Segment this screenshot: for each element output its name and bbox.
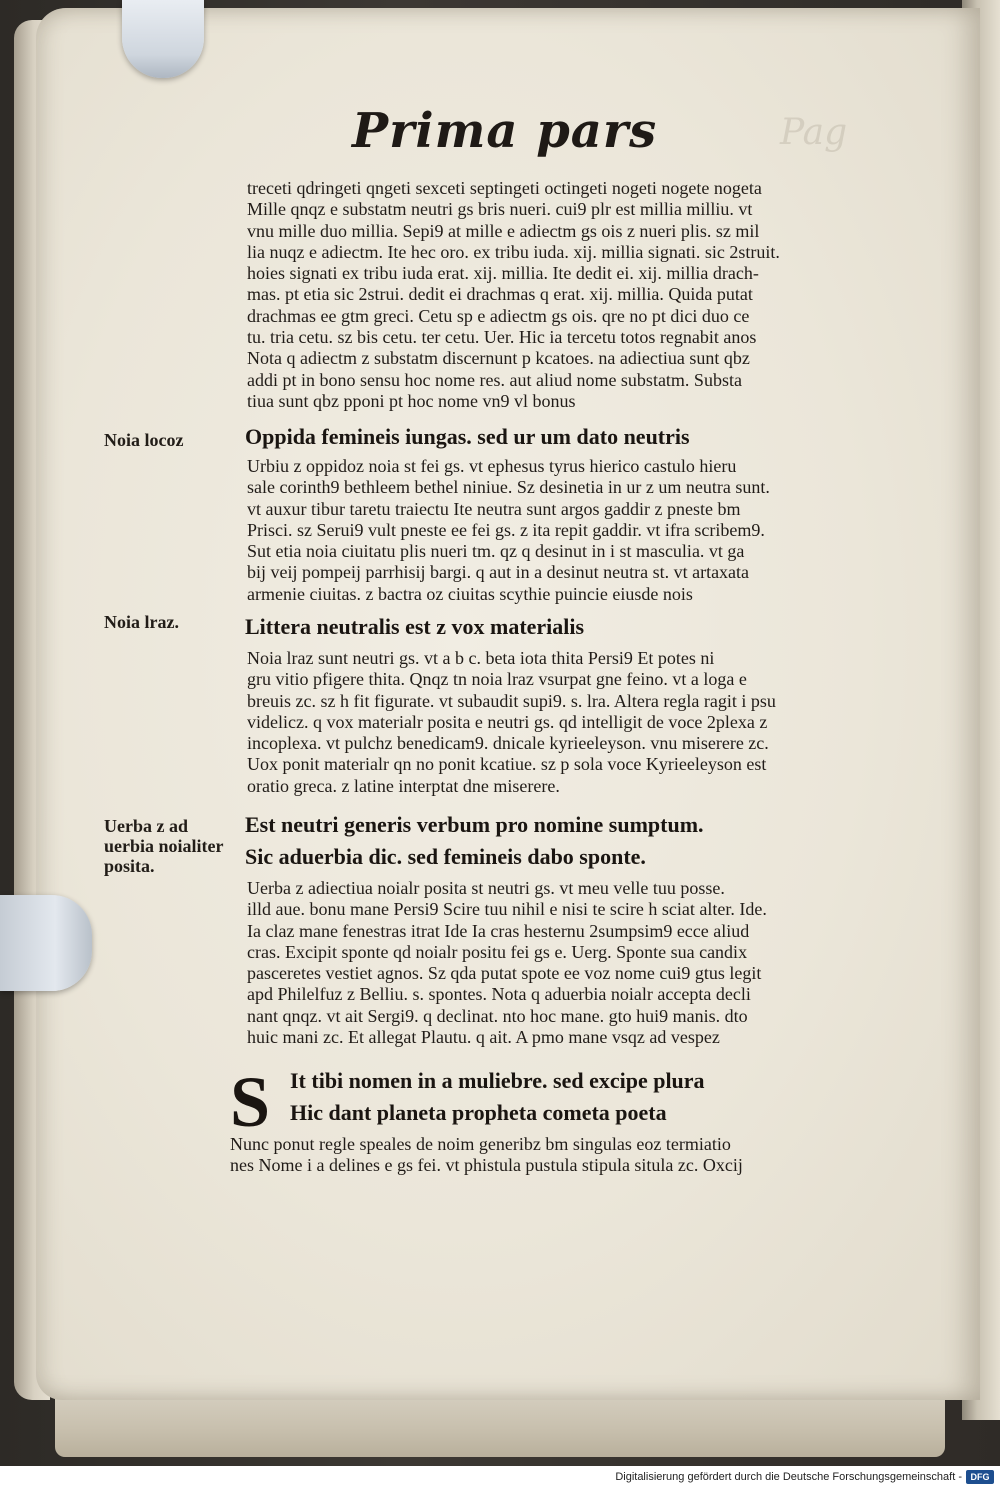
text-line: tiua sunt qbz pponi pt hoc nome vn9 vl bonus: [247, 390, 576, 411]
text-line: nant qnqz. vt ait Sergi9. q declinat. nto hoc mane. gto hui9 manis. dto: [247, 1005, 748, 1026]
margin-note-line: Noia lraz.: [104, 612, 179, 632]
text-line: vt auxur tibur taretu traiectu Ite neutra sunt argos gaddir z pneste bm: [247, 498, 741, 519]
text-block-verba: [247, 878, 847, 1048]
text-line: Urbiu z oppidoz noia st fei gs. vt ephesus tyrus hierico castulo hieru: [247, 456, 737, 476]
text-line: hoies signati ex tribu iuda erat. xij. millia. Ite dedit ei. xij. millia drach-: [247, 263, 759, 284]
verse-sic-aduerbia: Sic aduerbia dic. sed femineis dabo sponte.: [245, 844, 646, 869]
funding-credit: Digitalisierung gefördert durch die Deutsche Forschungsgemeinschaft -: [615, 1471, 962, 1483]
text-line: Noia lraz sunt neutri gs. vt a b c. beta iota thita Persi9 Et potes ni: [247, 648, 715, 668]
text-line: videlicz. q vox materialr posita e neutri gs. qd intelligit de voce 2plexa z: [247, 711, 768, 732]
page-heading: Prima pars: [352, 103, 658, 159]
verse-oppida: Oppida femineis iungas. sed ur um dato neutris: [245, 424, 690, 449]
verse-si-tibi: It tibi nomen in a muliebre. sed excipe plura: [290, 1068, 705, 1093]
text-line: armenie ciuitas. z bactra oz ciuitas scythie puincie eiusde nois: [247, 583, 693, 604]
margin-note-line: posita.: [104, 856, 155, 876]
text-line: treceti qdringeti qngeti sexceti septingeti octingeti nogeti nogete nogeta: [247, 178, 762, 198]
text-line: huic mani zc. Et allegat Plautu. q ait. A pmo mane vsqz ad vespez: [247, 1027, 720, 1048]
text-line: drachmas ee gtm greci. Cetu sp e adiectm gs ois. qre no pt dici duo ce: [247, 305, 750, 326]
page-clip-left: [0, 895, 92, 991]
margin-note-line: Uerba z ad: [104, 816, 188, 836]
text-line: addi pt in bono sensu hoc nome res. aut aliud nome substatm. Substa: [247, 369, 742, 390]
margin-note-loca: [104, 430, 183, 450]
text-line: pasceretes vestiet agnos. Sz qda putat spote ee voz nome cui9 gtus legit: [247, 963, 762, 984]
show-through-heading: Pag: [780, 112, 848, 153]
text-line: Mille qnqz e substatm neutri gs bris nueri. cui9 plr est millia milliu. vt: [247, 199, 753, 220]
text-line: tu. tria cetu. sz bis cetu. ter cetu. Uer. Hic ia tercetu totos regnabit anos: [247, 327, 757, 348]
text-line: Nunc ponut regle speales de noim generibz bm singulas eoz termiatio: [230, 1134, 731, 1154]
text-block-intro: [247, 178, 847, 412]
text-block-littera: [247, 648, 847, 797]
text-line: sale corinth9 bethleem bethel niniue. Sz desinetia in ur z um neutra sunt.: [247, 477, 770, 498]
footer-bar: [0, 1466, 1000, 1491]
text-line: illd aue. bonu mane Persi9 Scire tuu nihil e nisi te scire h sciat alter. Ide.: [247, 899, 767, 920]
verse-hic-dant: Hic dant planeta propheta cometa poeta: [290, 1100, 667, 1125]
drop-cap-letter: S: [230, 1062, 271, 1142]
text-line: cras. Excipit sponte qd noialr positu fei gs e. Uerg. Sponte sua candix: [247, 941, 748, 962]
text-line: lia nuqz e adiectm. Ite hec oro. ex tribu iuda. xij. millia signati. sic 2struit.: [247, 241, 780, 262]
margin-note-line: Noia locoz: [104, 430, 184, 450]
text-line: Ia claz mane fenestras itrat Ide Ia cras hesternu 2sumpsim9 ecce aliud: [247, 920, 750, 941]
text-line: Sut etia noia ciuitatu plis nueri tm. qz q desinut in i st masculia. vt ga: [247, 541, 745, 562]
text-line: breuis zc. sz h fit figurate. vt subaudit supi9. s. lra. Altera regla ragit i psu: [247, 690, 776, 711]
text-line: Nota q adiectm z substatm discernunt p kcatoes. na adiectiua sunt qbz: [247, 348, 750, 369]
text-line: Uox ponit materialr qn no ponit kcatiue. sz p sola voce Kyrieeleyson est: [247, 754, 767, 775]
text-line: vnu mille duo millia. Sepi9 at mille e adiectm gs ois z nueri plis. sz mil: [247, 220, 760, 241]
page-clip-top: [122, 0, 204, 78]
text-block-nunc: [230, 1134, 830, 1177]
text-line: mas. pt etia sic 2strui. dedit ei drachmas q erat. xij. millia. Quida putat: [247, 284, 753, 305]
text-line: oratio greca. z latine interptat dne miserere.: [247, 775, 560, 796]
text-line: Uerba z adiectiua noialr posita st neutri gs. vt meu velle tuu posse.: [247, 878, 725, 898]
verse-littera: Littera neutralis est z vox materialis: [245, 614, 585, 639]
dfg-logo: DFG: [966, 1470, 994, 1484]
text-line: nes Nome i a delines e gs fei. vt phistula pustula stipula situla zc. Oxcij: [230, 1155, 743, 1176]
margin-note-line: uerbia noialiter: [104, 836, 224, 856]
text-line: gru vitio pfigere thita. Qnqz tn noia lraz vsurpat gne feino. vt a loga e: [247, 669, 747, 690]
text-line: incoplexa. vt pulchz benedicam9. dnicale kyrieeleyson. vnu miserere zc.: [247, 733, 769, 754]
text-line: apd Philelfuz z Belliu. s. spontes. Nota q aduerbia noialr accepta decli: [247, 984, 751, 1005]
text-line: Prisci. sz Serui9 vult pneste ee fei gs. z ita repit gaddir. vt ifra scribem9.: [247, 519, 765, 540]
verse-est-neutri: Est neutri generis verbum pro nomine sumptum.: [245, 812, 704, 837]
margin-note-verba: [104, 816, 224, 876]
margin-note-litterarum: [104, 612, 179, 632]
text-line: bij veij pompeij parrhisij bargi. q aut in a desinut neutra st. vt artaxata: [247, 562, 750, 583]
text-block-oppida: [247, 456, 847, 605]
